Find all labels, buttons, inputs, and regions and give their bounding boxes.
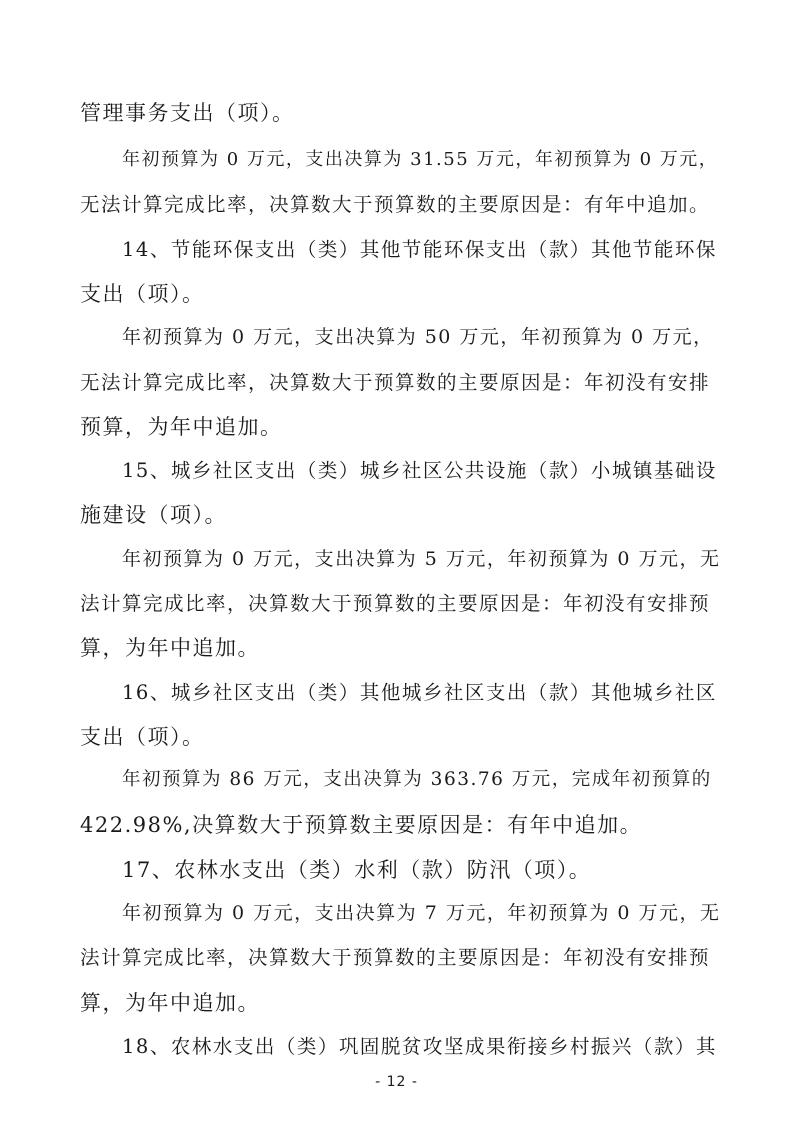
text-line: 算，为年中追加。 (80, 991, 260, 1015)
page-number: - 12 - (375, 1074, 418, 1090)
text-line: 14、节能环保支出（类）其他节能环保支出（款）其他节能环保 (122, 238, 717, 261)
text-line: 法计算完成比率，决算数大于预算数的主要原因是：年初没有安排预 (80, 592, 711, 615)
text-line: 18、农林水支出（类）巩固脱贫攻坚成果衔接乡村振兴（款）其 (122, 1035, 717, 1058)
text-line: 年初预算为 0 万元，支出决算为 31.55 万元，年初预算为 0 万元， (122, 149, 719, 170)
text-line: 施建设（项）。 (80, 503, 227, 527)
text-line: 年初预算为 0 万元，支出决算为 50 万元，年初预算为 0 万元， (122, 326, 714, 348)
text-line: 年初预算为 0 万元，支出决算为 7 万元，年初预算为 0 万元，无 (122, 902, 721, 924)
text-line: 支出（项）。 (80, 725, 205, 749)
text-line: 422.98%,决算数大于预算数主要原因是：有年中追加。 (80, 813, 643, 837)
text-line: 年初预算为 86 万元，支出决算为 363.76 万元，完成年初预算的 (122, 769, 712, 790)
text-line: 算，为年中追加。 (80, 636, 260, 660)
text-line: 预算，为年中追加。 (80, 415, 283, 439)
text-line: 16、城乡社区支出（类）其他城乡社区支出（款）其他城乡社区 (122, 681, 717, 704)
text-line: 年初预算为 0 万元，支出决算为 5 万元，年初预算为 0 万元，无 (122, 548, 721, 570)
text-line: 17、农林水支出（类）水利（款）防汛（项）。 (122, 858, 592, 882)
text-line: 无法计算完成比率，决算数大于预算数的主要原因是：年初没有安排 (80, 371, 711, 394)
text-line: 无法计算完成比率，决算数大于预算数的主要原因是：有年中追加。 (80, 193, 711, 216)
text-line: 支出（项）。 (80, 282, 205, 306)
text-line: 15、城乡社区支出（类）城乡社区公共设施（款）小城镇基础设 (122, 459, 717, 482)
text-line: 管理事务支出（项）。 (80, 101, 295, 125)
text-line: 法计算完成比率，决算数大于预算数的主要原因是：年初没有安排预 (80, 946, 711, 969)
